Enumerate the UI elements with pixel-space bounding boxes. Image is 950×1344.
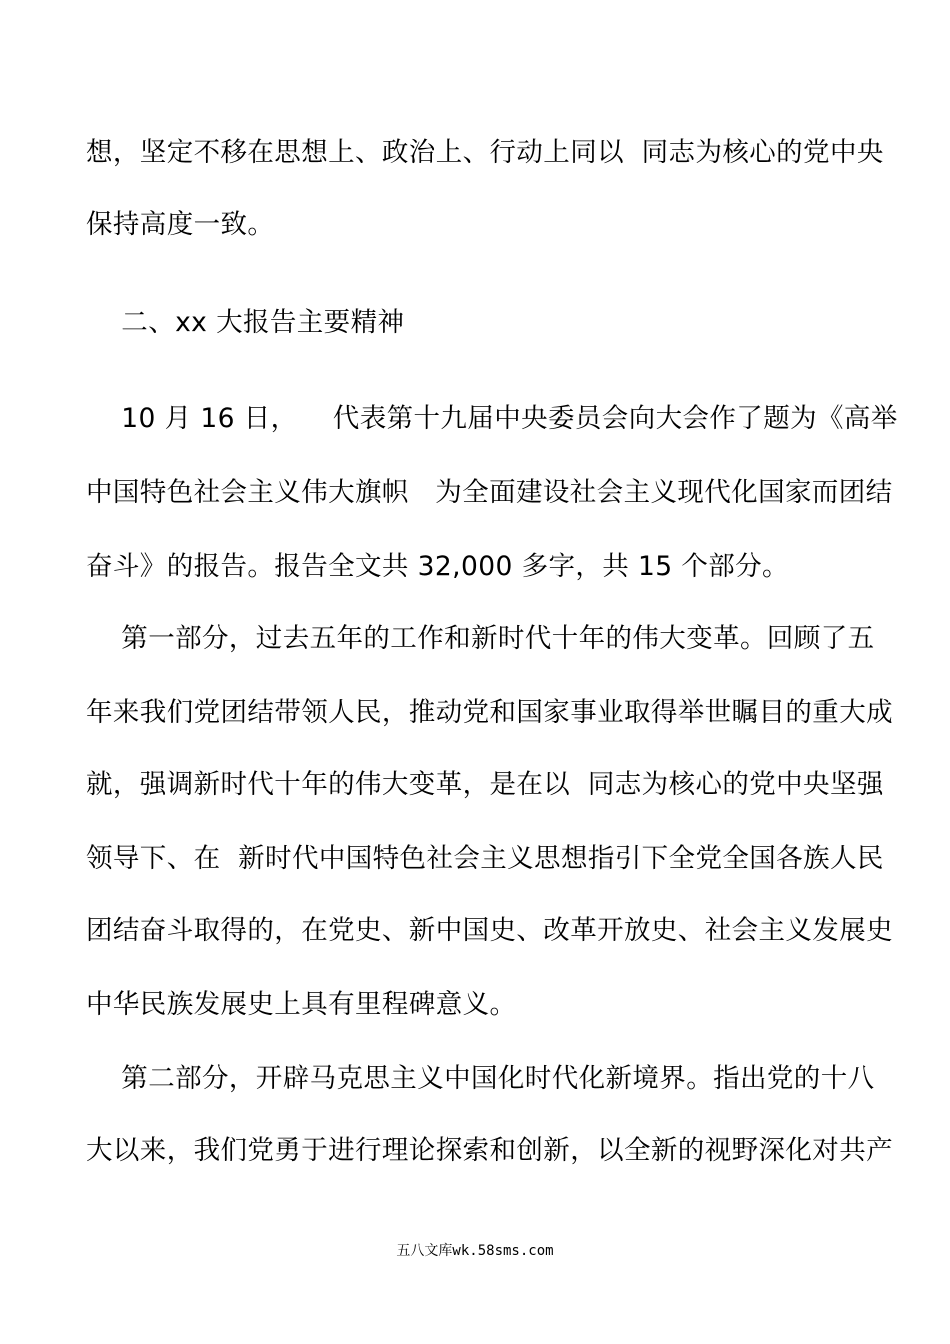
body-text-line: 10 月 16 日， 代表第十九届中央委员会向大会作了题为《高举 [86, 403, 898, 434]
body-text-line: 领导下、在 新时代中国特色社会主义思想指引下全党全国各族人民 [86, 843, 884, 874]
body-text-line: 奋斗》的报告。报告全文共 32,000 多字，共 15 个部分。 [86, 551, 789, 582]
body-text-line: 第二部分，开辟马克思主义中国化时代化新境界。指出党的十八 [86, 1063, 875, 1094]
body-text-line: 年来我们党团结带领人民，推动党和国家事业取得举世瞩目的重大成 [86, 697, 893, 728]
body-text-line: 中国特色社会主义伟大旗帜 为全面建设社会主义现代化国家而团结 [86, 477, 893, 508]
body-text-line: 想，坚定不移在思想上、政治上、行动上同以 同志为核心的党中央 [86, 137, 884, 168]
body-text-line: 就，强调新时代十年的伟大变革，是在以 同志为核心的党中央坚强 [86, 769, 884, 800]
body-text-line: 中华民族发展史上具有里程碑意义。 [86, 989, 517, 1020]
body-text-line: 团结奋斗取得的，在党史、新中国史、改革开放史、社会主义发展史 [86, 915, 893, 946]
page-footer: 五八文库wk.58sms.com [396, 1243, 554, 1259]
body-text-line: 大以来，我们党勇于进行理论探索和创新，以全新的视野深化对共产 [86, 1135, 893, 1166]
body-text-line: 第一部分，过去五年的工作和新时代十年的伟大变革。回顾了五 [86, 623, 875, 654]
body-text-line: 保持高度一致。 [86, 209, 275, 240]
section-heading: 二、xx 大报告主要精神 [86, 307, 405, 338]
